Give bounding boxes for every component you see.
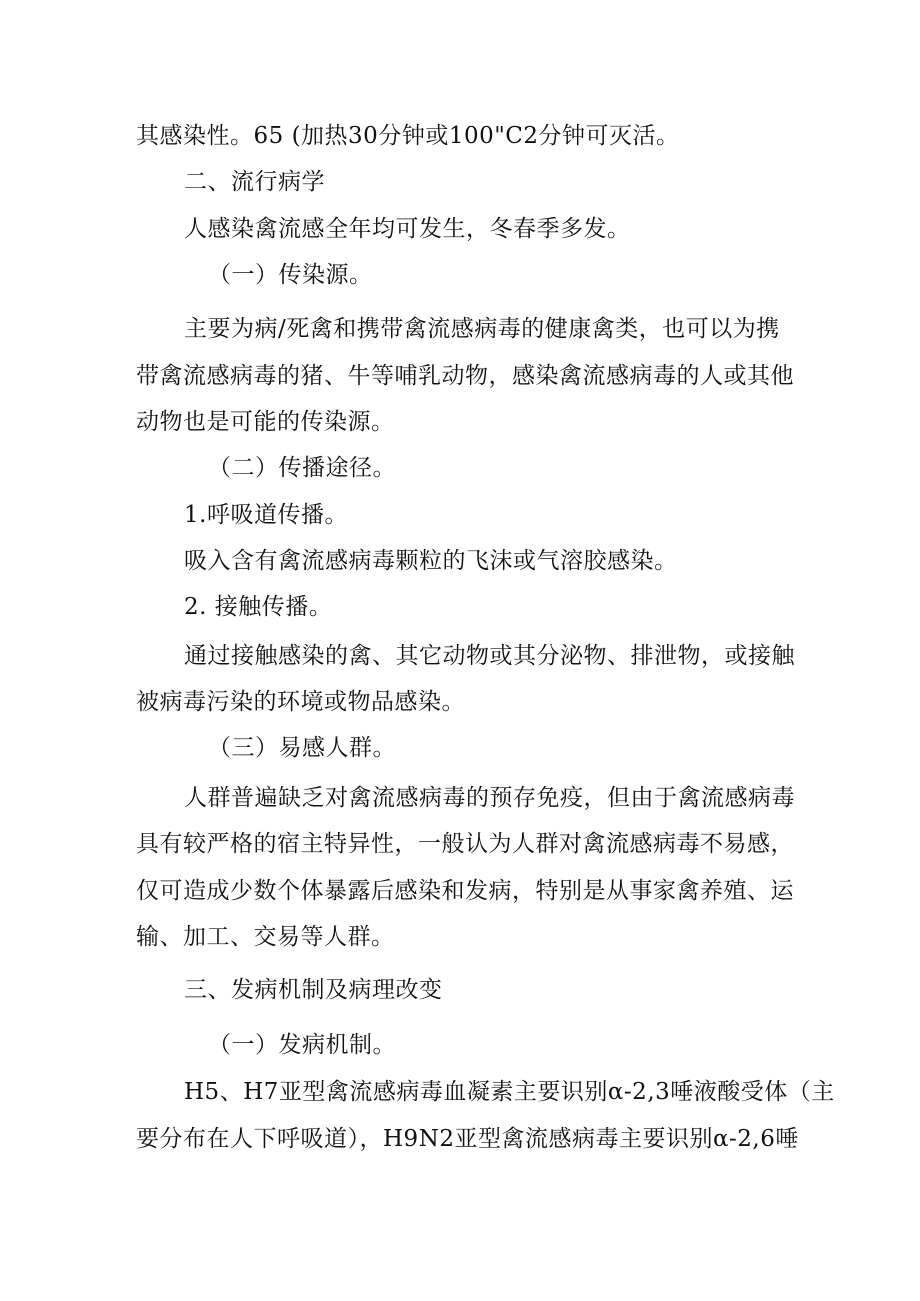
text-line: 吸入含有禽流感病毒颗粒的飞沫或气溶胶感染。: [184, 548, 678, 574]
subsection-heading: （一）传染源。: [208, 262, 373, 288]
text-line: 动物也是可能的传染源。: [136, 409, 395, 435]
text-line: 输、加工、交易等人群。: [136, 924, 395, 950]
text-line: 具有较严格的宿主特异性，一般认为人群对禽流感病毒不易感，: [136, 831, 794, 857]
text-line: 其感染性。65 (加热30分钟或100"C2分钟可灭活。: [136, 123, 680, 149]
subsection-heading: （二）传播途径。: [208, 455, 396, 481]
section-heading: 二、流行病学: [184, 169, 325, 195]
text-line: H5、H7亚型禽流感病毒血凝素主要识别α-2,3唾液酸受体（主: [184, 1079, 835, 1105]
text-line: 被病毒污染的环境或物品感染。: [136, 689, 465, 715]
subsection-heading: （三）易感人群。: [208, 735, 396, 761]
text-line: 带禽流感病毒的猪、牛等哺乳动物，感染禽流感病毒的人或其他: [136, 363, 794, 389]
section-heading: 三、发病机制及病理改变: [184, 977, 443, 1003]
text-line: 要分布在人下呼吸道），H9N2亚型禽流感病毒主要识别α-2,6唾: [136, 1126, 799, 1152]
text-line: 人群普遍缺乏对禽流感病毒的预存免疫，但由于禽流感病毒: [184, 785, 795, 811]
text-line: 仅可造成少数个体暴露后感染和发病，特别是从事家禽养殖、运: [136, 878, 794, 904]
text-line: 主要为病/死禽和携带禽流感病毒的健康禽类，也可以为携: [184, 316, 780, 342]
list-item-heading: 2. 接触传播。: [184, 594, 333, 620]
text-line: 通过接触感染的禽、其它动物或其分泌物、排泄物，或接触: [184, 643, 795, 669]
subsection-heading: （一）发病机制。: [208, 1032, 396, 1058]
text-line: 人感染禽流感全年均可发生，冬春季多发。: [184, 216, 631, 242]
list-item-heading: 1.呼吸道传播。: [184, 502, 348, 528]
